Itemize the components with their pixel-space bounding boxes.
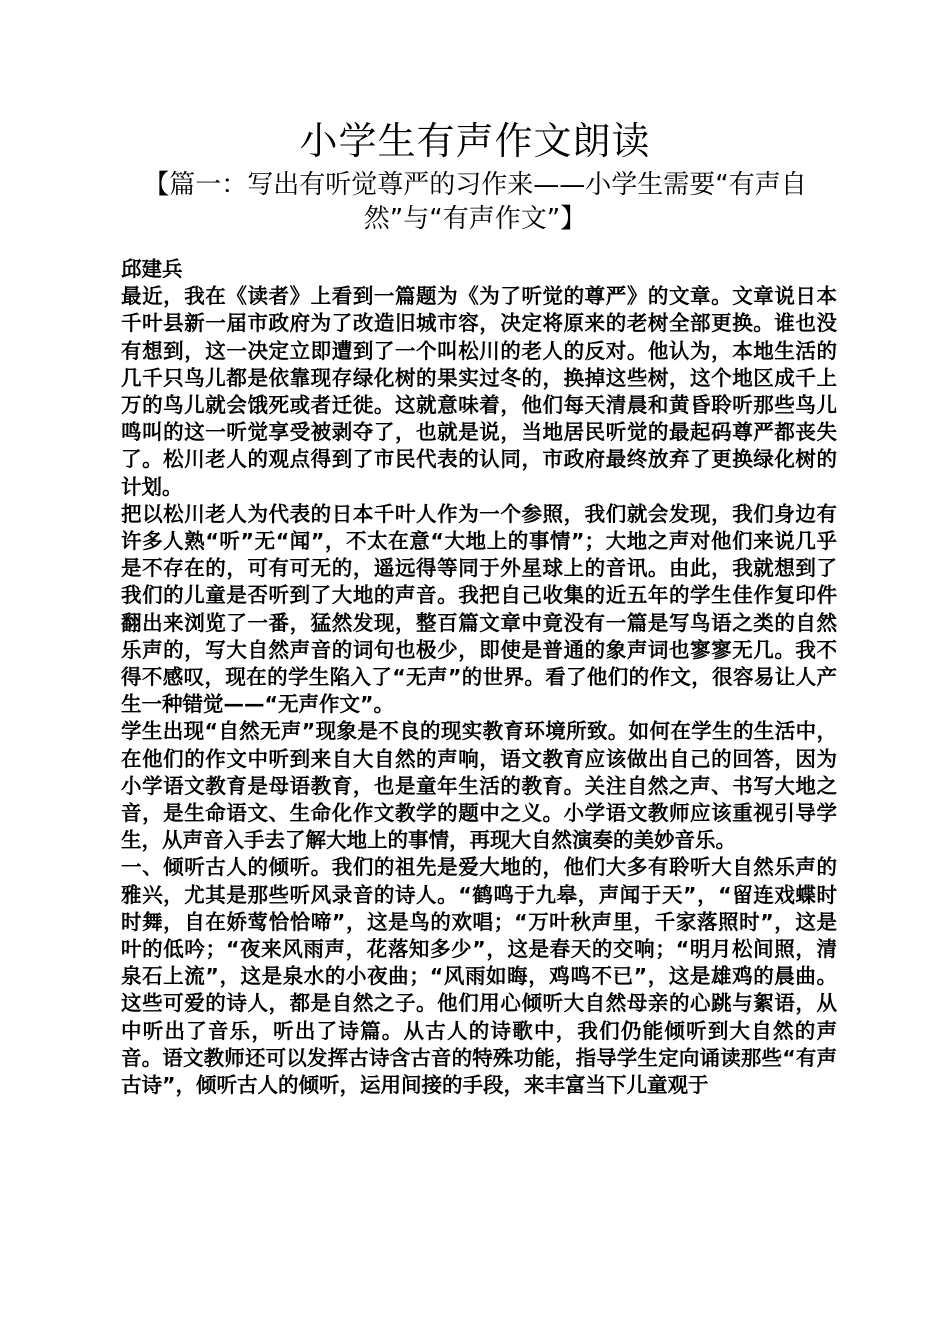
- document-subtitle: 【篇一：写出有听觉尊严的习作来——小学生需要“有声自然”与“有声作文”】: [143, 170, 807, 234]
- document-body: [113, 256, 837, 1099]
- author-name: 邱建兵: [121, 257, 183, 281]
- paragraph-4: 一、倾听古人的倾听。我们的祖先是爱大地的，他们大多有聆听大自然乐声的雅兴，尤其是那些听风录音的诗人。“鹤鸣于九皋，声闻于天”，“留连戏蝶时时舞，自在娇莺恰恰啼”，这是鸟的欢唱；“万叶秋声里，千家落照时”，这是叶的低吟；“夜来风雨声，花落知多少”，这是春天的交响；“明月松间照，清泉石上流”，这是泉水的小夜曲；“风雨如晦，鸡鸣不已”，这是雄鸡的晨曲。这些可爱的诗人，都是自然之子。他们用心倾听大自然母亲的心跳与絮语，从中听出了音乐，听出了诗篇。从古人的诗歌中，我们仍能倾听到大自然的声音。语文教师还可以发挥古诗含古音的特殊功能，指导学生定向诵读那些“有声古诗”，倾听古人的倾听，运用间接的手段，来丰富当下儿童观于: [121, 855, 837, 1098]
- paragraph-1: 最近，我在《读者》上看到一篇题为《为了听觉的尊严》的文章。文章说日本千叶县新一届市政府为了改造旧城市容，决定将原来的老树全部更换。谁也没有想到，这一决定立即遭到了一个叫松川的老人的反对。他认为，本地生活的几千只鸟儿都是依靠现存绿化树的果实过冬的，换掉这些树，这个地区成千上万的鸟儿就会饿死或者迁徙。这就意味着，他们每天清晨和黄昏聆听那些鸟儿鸣叫的这一听觉享受被剥夺了，也就是说，当地居民听觉的最起码尊严都丧失了。松川老人的观点得到了市民代表的认同，市政府最终放弃了更换绿化树的计划。: [121, 284, 837, 499]
- paragraph-3: 学生出现“自然无声”现象是不良的现实教育环境所致。如何在学生的生活中，在他们的作文中听到来自大自然的声响，语文教育应该做出自己的回答，因为小学语文教育是母语教育，也是童年生活的教育。关注自然之声、书写大地之音，是生命语文、生命化作文教学的题中之义。小学语文教师应该重视引导学生，从声音入手去了解大地上的事情，再现大自然演奏的美妙音乐。: [121, 719, 837, 853]
- document-page: [113, 118, 837, 1099]
- paragraph-2: 把以松川老人为代表的日本千叶人作为一个参照，我们就会发现，我们身边有许多人熟“听”无“闻”，不太在意“大地上的事情”；大地之声对他们来说几乎是不存在的，可有可无的，遥远得等同于外星球上的音讯。由此，我就想到了我们的儿童是否听到了大地的声音。我把自己收集的近五年的学生佳作复印件翻出来浏览了一番，猛然发现，整百篇文章中竟没有一篇是写鸟语之类的自然乐声的，写大自然声音的词句也极少，即使是普通的象声词也寥寥无几。我不得不感叹，现在的学生陷入了“无声”的世界。看了他们的作文，很容易让人产生一种错觉——“无声作文”。: [121, 501, 837, 717]
- document-title: 小学生有声作文朗读: [299, 119, 651, 163]
